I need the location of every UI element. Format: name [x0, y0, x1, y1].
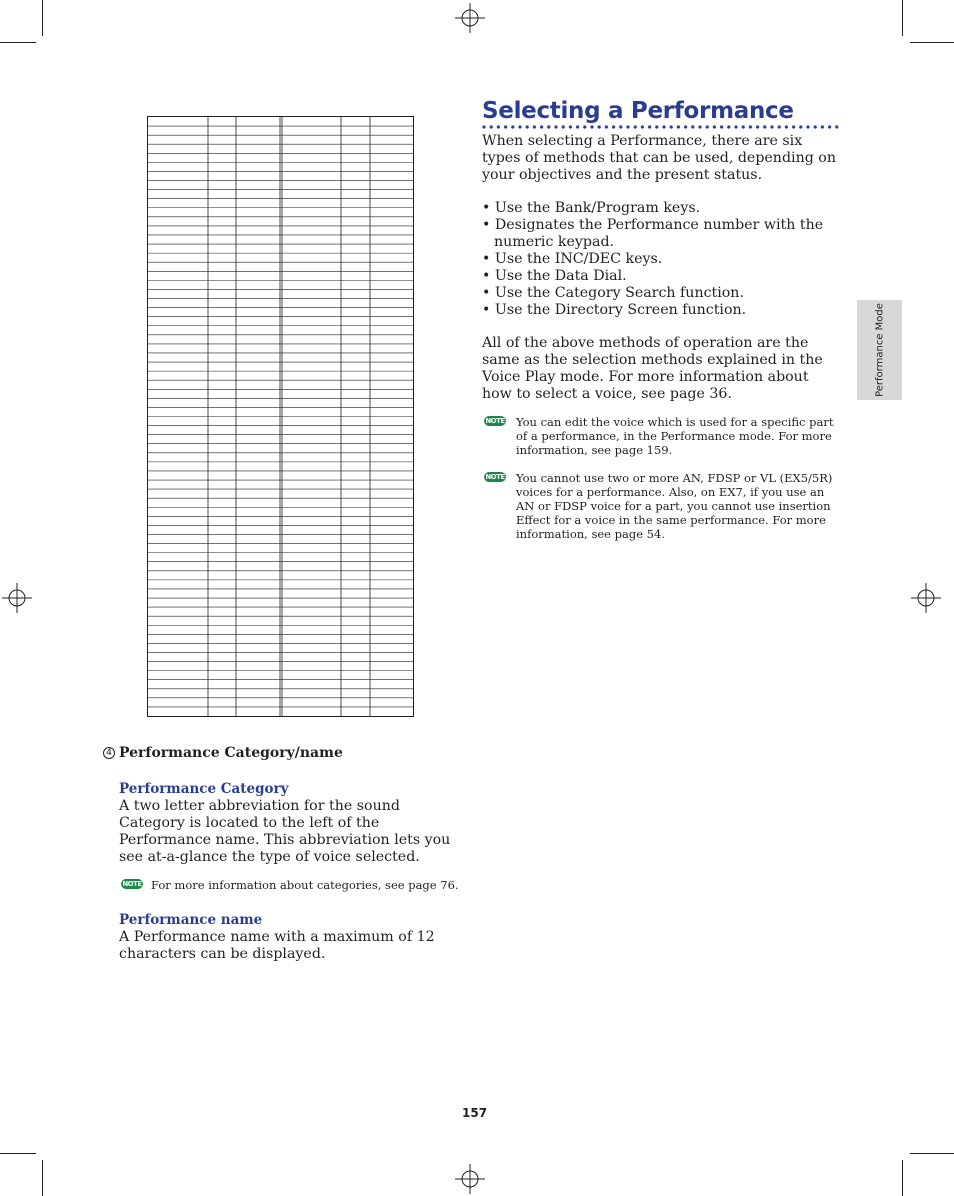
dot — [641, 125, 644, 128]
dot — [713, 125, 716, 128]
dot — [655, 125, 658, 128]
dot — [763, 125, 766, 128]
item-heading: Performance Category/name — [119, 745, 343, 761]
dot — [770, 125, 773, 128]
list-item: • Use the Data Dial. — [482, 268, 627, 284]
registration-mark — [911, 583, 941, 613]
dot — [562, 125, 565, 128]
note-icon: NOTE — [122, 880, 142, 888]
dot — [504, 125, 507, 128]
dot — [756, 125, 759, 128]
dot — [511, 125, 514, 128]
crop-mark — [902, 0, 903, 36]
dot — [554, 125, 557, 128]
list-item: • Use the Bank/Program keys. — [482, 200, 701, 216]
methods-summary-paragraph: All of the above methods of operation are the same as the selection methods explained in the Voice Play mode. For more information about how to select a voice, see page 36. — [482, 335, 823, 402]
list-item: • Use the Directory Screen function. — [482, 302, 747, 318]
dot — [684, 125, 687, 128]
dot — [547, 125, 550, 128]
dot — [670, 125, 673, 128]
dot — [698, 125, 701, 128]
intro-paragraph: When selecting a Performance, there are six types of methods that can be used, depending on your objectives and the present status. — [482, 133, 836, 183]
page-title: Selecting a Performance — [482, 98, 794, 124]
dot — [583, 125, 586, 128]
dot — [821, 125, 824, 128]
dot — [835, 125, 838, 128]
dot — [662, 125, 665, 128]
crop-mark — [902, 1160, 903, 1196]
crop-mark — [0, 1153, 36, 1154]
dot — [806, 125, 809, 128]
list-item: • Use the Category Search function. — [482, 285, 744, 301]
crop-mark — [910, 1153, 954, 1154]
note-2 — [484, 471, 842, 545]
crop-mark — [910, 42, 954, 43]
category-text: A two letter abbreviation for the sound Category is located to the left of the Performance name. This abbreviation lets you see at-a-glance the type of voice selected. — [119, 798, 451, 865]
table-grid — [148, 117, 415, 718]
dot — [497, 125, 500, 128]
note-icon: NOTE — [485, 473, 505, 481]
list-item: • Designates the Performance number with the numeric keypad. — [482, 217, 824, 250]
performance-list-table — [147, 116, 414, 717]
dot — [677, 125, 680, 128]
dot — [598, 125, 601, 128]
dot — [626, 125, 629, 128]
dot — [778, 125, 781, 128]
registration-mark — [455, 3, 485, 33]
dot — [727, 125, 730, 128]
note-text: You cannot use two or more AN, FDSP or VL (EX5/5R) voices for a performance. Also, on EX7, if you use an AN or FDSP voice for a part, you cannot use insertion Effect for a voice in the same performance. For more information, see page 54. — [516, 471, 833, 541]
dot — [706, 125, 709, 128]
name-text: A Performance name with a maximum of 12 characters can be displayed. — [119, 929, 435, 962]
dot — [619, 125, 622, 128]
dot — [799, 125, 802, 128]
dot — [540, 125, 543, 128]
dot — [605, 125, 608, 128]
note-text: For more information about categories, see page 76. — [151, 878, 459, 892]
dot — [734, 125, 737, 128]
dot — [742, 125, 745, 128]
crop-mark — [42, 0, 43, 36]
side-tab-label: Performance Mode — [874, 303, 885, 397]
list-item: • Use the INC/DEC keys. — [482, 251, 663, 267]
side-tab-performance-mode — [857, 300, 902, 400]
dot — [533, 125, 536, 128]
note-icon: NOTE — [485, 417, 505, 425]
note-3 — [121, 878, 466, 894]
dot — [634, 125, 637, 128]
dot — [648, 125, 651, 128]
dot — [720, 125, 723, 128]
dot — [814, 125, 817, 128]
dot — [691, 125, 694, 128]
dot — [590, 125, 593, 128]
name-heading: Performance name — [119, 912, 263, 928]
dot — [576, 125, 579, 128]
methods-list — [482, 200, 840, 319]
dot — [569, 125, 572, 128]
category-heading: Performance Category — [119, 781, 289, 797]
dot — [785, 125, 788, 128]
note-text: You can edit the voice which is used for a specific part of a performance, in the Performance mode. For more information, see page 159. — [516, 415, 834, 457]
note-1 — [484, 415, 842, 461]
crop-mark — [0, 42, 36, 43]
dot — [828, 125, 831, 128]
dot — [518, 125, 521, 128]
dot — [490, 125, 493, 128]
registration-mark — [2, 583, 32, 613]
page-number: 157 — [462, 1106, 488, 1120]
item-number-badge: 4 — [103, 747, 115, 759]
title-dotted-rule — [482, 124, 840, 130]
dot — [792, 125, 795, 128]
dot — [749, 125, 752, 128]
registration-mark — [455, 1164, 485, 1194]
crop-mark — [42, 1160, 43, 1196]
dot — [612, 125, 615, 128]
dot — [482, 125, 485, 128]
dot — [526, 125, 529, 128]
